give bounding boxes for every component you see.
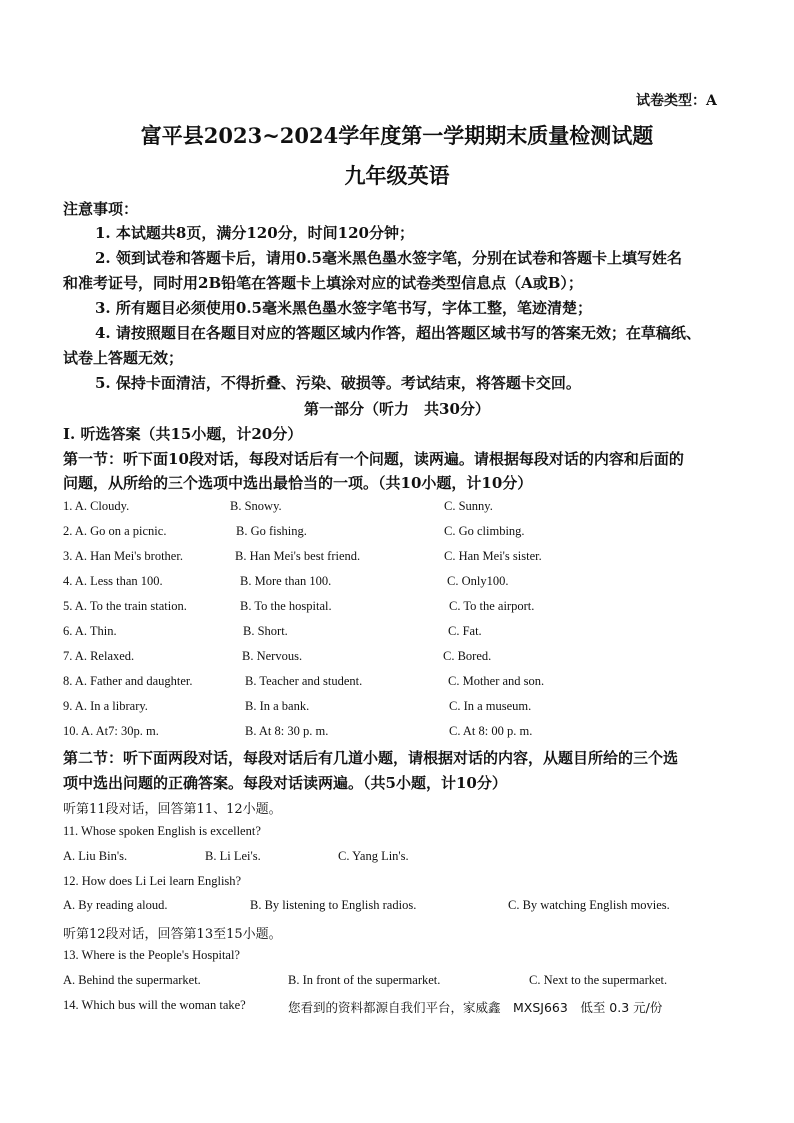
option-c: C. Bored. (443, 649, 492, 663)
option-c: C. Go climbing. (444, 524, 525, 538)
question-row (0, 649, 794, 669)
option-c: C. Fat. (448, 624, 482, 638)
question-stem: 11. Whose spoken English is excellent? (63, 824, 261, 838)
dialog-intro: 听第11段对话，回答第11、12小题。 (63, 802, 282, 817)
question-stem: 12. How does Li Lei learn English? (63, 874, 242, 888)
option-c: C. By watching English movies. (508, 898, 670, 912)
question-row (0, 898, 794, 918)
notice-item: 3. 所有题目必须使用0.5毫米黑色墨水签字笔书写，字体工整，笔迹清楚； (95, 299, 592, 317)
watermark-note: 您看到的资料都源自我们平台，家威鑫 MXSJ663 低至 0.3 元/份 (288, 1000, 663, 1015)
option-a: 3. A. Han Mei's brother. (63, 549, 183, 563)
question-row (0, 599, 794, 619)
option-b: B. At 8: 30 p. m. (245, 724, 329, 738)
option-c: C. Next to the supermarket. (529, 973, 668, 987)
section2-instruction: 项中选出问题的正确答案。每段对话读两遍。（共5小题，计10分） (63, 774, 507, 792)
option-b: B. Go fishing. (236, 524, 307, 538)
option-a: 4. A. Less than 100. (63, 574, 163, 588)
option-c: C. To the airport. (449, 599, 535, 613)
option-b: B. Teacher and student. (245, 674, 363, 688)
question-row (0, 699, 794, 719)
question-row (0, 624, 794, 644)
question-row (0, 499, 794, 519)
exam-title: 富平县2023~2024学年度第一学期期末质量检测试题 (140, 123, 654, 148)
question-row (0, 674, 794, 694)
option-a: 7. A. Relaxed. (63, 649, 135, 663)
section1-instruction: 问题，从所给的三个选项中选出最恰当的一项。（共10小题，计10分） (63, 474, 533, 492)
exam-subtitle: 九年级英语 (344, 163, 450, 188)
question-row (0, 724, 794, 744)
question-stem-row (0, 948, 794, 968)
section1-instruction: 第一节：听下面10段对话，每段对话后有一个问题，读两遍。请根据每段对话的内容和后面的 (63, 450, 684, 468)
option-a: 8. A. Father and daughter. (63, 674, 193, 688)
option-a: 2. A. Go on a picnic. (63, 524, 167, 538)
option-b: B. Short. (243, 624, 288, 638)
part-title: 第一部分（听力 共30分） (304, 400, 490, 418)
section-title: I. 听选答案（共15小题，计20分） (63, 425, 303, 443)
notice-item: 2. 领到试卷和答题卡后，请用0.5毫米黑色墨水签字笔，分别在试卷和答题卡上填写姓名 (95, 249, 682, 267)
question-row (0, 574, 794, 594)
option-b: B. Li Lei's. (205, 849, 261, 863)
question-stem-row (0, 998, 794, 1018)
option-c: C. At 8: 00 p. m. (449, 724, 533, 738)
question-stem: 13. Where is the People's Hospital? (63, 948, 240, 962)
option-b: B. By listening to English radios. (250, 898, 417, 912)
question-stem-row (0, 824, 794, 844)
option-a: 5. A. To the train station. (63, 599, 187, 613)
question-row (0, 549, 794, 569)
option-a: 1. A. Cloudy. (63, 499, 130, 513)
notice-item: 5. 保持卡面清洁，不得折叠、污染、破损等。考试结束，将答题卡交回。 (95, 374, 581, 392)
paper-type-label: 试卷类型：A (636, 93, 717, 109)
question-stem-row (0, 874, 794, 894)
notice-item: 4. 请按照题目在各题目对应的答题区域内作答，超出答题区域书写的答案无效；在草稿纸、 (95, 324, 701, 342)
option-a: 10. A. At7: 30p. m. (63, 724, 159, 738)
question-stem: 14. Which bus will the woman take? (63, 998, 246, 1012)
notice-item: 和准考证号，同时用2B铅笔在答题卡上填涂对应的试卷类型信息点（A或B）； (63, 274, 583, 292)
option-a: A. Behind the supermarket. (63, 973, 201, 987)
question-row (0, 849, 794, 869)
option-b: B. In front of the supermarket. (288, 973, 441, 987)
question-row (0, 973, 794, 993)
option-b: B. To the hospital. (240, 599, 332, 613)
dialog-intro: 听第12段对话，回答第13至15小题。 (63, 927, 282, 942)
notice-item: 试卷上答题无效； (63, 349, 184, 367)
option-c: C. Mother and son. (448, 674, 545, 688)
option-a: A. Liu Bin's. (63, 849, 128, 863)
notice-heading: 注意事项： (63, 200, 139, 218)
option-c: C. Only100. (447, 574, 509, 588)
option-c: C. Sunny. (444, 499, 493, 513)
section2-instruction: 第二节：听下面两段对话，每段对话后有几道小题，请根据对话的内容，从题目所给的三个选 (63, 749, 679, 767)
option-a: 6. A. Thin. (63, 624, 117, 638)
option-c: C. Yang Lin's. (338, 849, 409, 863)
option-b: B. In a bank. (245, 699, 310, 713)
option-b: B. Snowy. (230, 499, 282, 513)
option-c: C. Han Mei's sister. (444, 549, 542, 563)
option-c: C. In a museum. (449, 699, 532, 713)
option-b: B. Nervous. (242, 649, 303, 663)
notice-item: 1. 本试题共8页，满分120分，时间120分钟； (95, 224, 414, 242)
option-b: B. Han Mei's best friend. (235, 549, 361, 563)
option-a: 9. A. In a library. (63, 699, 148, 713)
option-b: B. More than 100. (240, 574, 332, 588)
question-row (0, 524, 794, 544)
option-a: A. By reading aloud. (63, 898, 168, 912)
